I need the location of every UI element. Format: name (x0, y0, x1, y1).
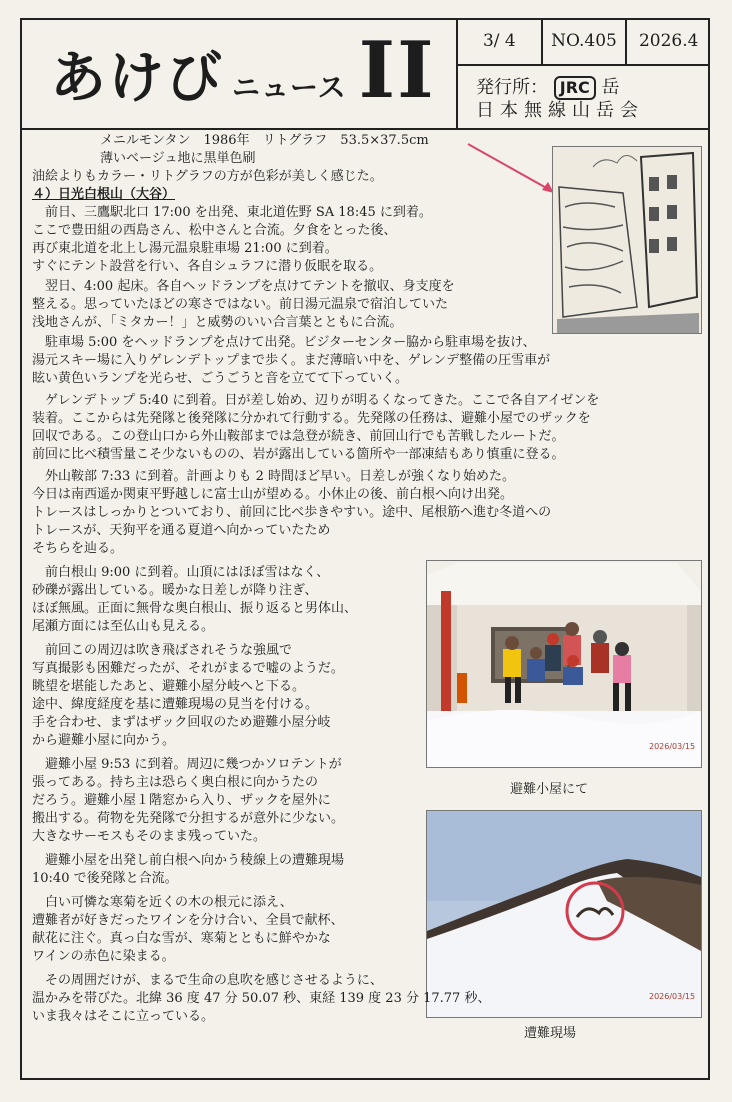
site-photo-date: 2026/03/15 (649, 992, 696, 1001)
publisher-org: 日本無線山岳会 (476, 100, 644, 121)
paragraph-line: 湯元スキー場に入りゲレンデトップまで歩く。まだ薄暗い中を、ゲレンデ整備の圧雪車が (32, 353, 551, 368)
hut-photo-date: 2026/03/15 (649, 742, 696, 751)
paragraph-line: 再び東北道を北上し湯元温泉駐車場 21:00 に到着。 (32, 241, 338, 256)
paragraph-line: 眩い黄色いランプを光らせ、ごうごうと音を立てて下っていく。 (32, 371, 408, 386)
paragraph-line: 白い可憐な寒菊を近くの木の根元に添え、 (32, 895, 293, 910)
paragraph-line: 避難小屋 9:53 に到着。周辺に幾つかソロテントが (32, 757, 342, 772)
paragraph-line: 張ってある。持ち主は恐らく奥白根に向かうたの (32, 775, 319, 790)
paragraph-line: 大きなサーモスもそのまま残っていた。 (32, 829, 267, 844)
paragraph-line: そちらを辿る。 (32, 541, 124, 556)
paragraph-line: 回収である。この登山口から外山鞍部までは急登が続き、前回山行でも苦戦したルートだ。 (32, 429, 565, 444)
paragraph-line: 手を合わせ、まずはザック回収のため避難小屋分岐 (32, 715, 331, 730)
paragraph-line: 温かみを帯びた。北緯 36 度 47 分 50.07 秒、東経 139 度 23 分 17.77 秒、 (32, 991, 491, 1006)
paragraph-line: 今日は南西遥か関東平野越しに富士山が望める。小休止の後、前白根へ向け出発。 (32, 487, 514, 502)
paragraph-line: 尾瀬方面には至仏山も見える。 (32, 619, 215, 634)
paragraph-line: トレースはしっかりとついており、前回に比べ歩きやすい。途中、尾根筋へ進む冬道への (32, 505, 552, 520)
publisher-label: 発行所： (476, 77, 548, 98)
artwork-info: メニルモンタン 1986年 リトグラフ 53.5×37.5cm (100, 133, 429, 148)
paragraph-line: 眺望を堪能したあと、避難小屋分岐へと下る。 (32, 679, 306, 694)
paragraph-line: その周囲だけが、まるで生命の息吹を感じさせるように、 (32, 973, 383, 988)
paragraph-line: 装着。ここからは先発隊と後発隊に分かれて行動する。先発隊の任務は、避難小屋でのザックを (32, 411, 591, 426)
paragraph-line: 翌日、4:00 起床。各自ヘッドランプを点けてテントを撤収、身支度を (32, 279, 455, 294)
issue-date: 2026.4 (625, 18, 710, 64)
paragraph-line: ほぼ無風。正面に無骨な奥白根山、振り返ると男体山、 (32, 601, 358, 616)
jrc-logo: JRC (554, 76, 596, 100)
paragraph-line: 避難小屋を出発し前白根へ向かう稜線上の遭難現場 (32, 853, 345, 868)
paragraph-line: 浅地さんが、「ミタカー！」と威勢のいい合言葉とともに合流。 (32, 315, 403, 330)
section-heading: ４）日光白根山（大谷） (32, 187, 176, 202)
paragraph-line: 前日、三鷹駅北口 17:00 を出発、東北道佐野 SA 18:45 に到着。 (32, 205, 432, 220)
newsletter-title (50, 25, 436, 116)
paragraph-line: すぐにテント設営を行い、各自シュラフに潜り仮眠を取る。 (32, 259, 383, 274)
paragraph-line: ワインの赤色に染まる。 (32, 949, 175, 964)
paragraph-line: 途中、緯度経度を基に遭難現場の見当を付ける。 (32, 697, 319, 712)
paragraph-line: ここで豊田組の西島さん、松中さんと合流。夕食をとった後、 (32, 223, 397, 238)
paragraph-line: 外山鞍部 7:33 に到着。計画よりも 2 時間ほど早い。日差しが強くなり始めた。 (32, 469, 515, 484)
paragraph-line: 献花に注ぐ。真っ白な雪が、寒菊とともに鮮やかな (32, 931, 331, 946)
publisher-mark: 岳 (601, 77, 620, 98)
hut-photo-caption: 避難小屋にて (510, 782, 589, 797)
publisher (458, 66, 710, 123)
paragraph-line: 砂礫が露出している。暖かな日差しが降り注ぎ、 (32, 583, 318, 598)
paragraph-line: ゲレンデトップ 5:40 に到着。日が差し始め、辺りが明るくなってきた。ここで各自アイゼンを (32, 393, 600, 408)
artwork-comment: 油絵よりもカラー・リトグラフの方が色彩が美しく感じた。 (32, 169, 383, 184)
paragraph-line: 整える。思っていたほどの寒さではない。前日湯元温泉で宿泊していた (32, 297, 449, 312)
title-roman: II (358, 25, 436, 116)
artwork-medium: 薄いベージュ地に黒単色刷 (100, 151, 256, 166)
paragraph-line: 10:40 で後発隊と合流。 (32, 871, 178, 886)
title-text: あけび (50, 45, 224, 111)
paragraph-line: 前回この周辺は吹き飛ばされそうな強風で (32, 643, 293, 658)
page-number: 3/ 4 (482, 31, 516, 51)
paragraph-line: 前回に比べ積雪量こそ少ないものの、岩が露出している箇所や一部凍結もあり慎重に登る。 (32, 447, 565, 462)
paragraph-line: 搬出する。荷物を先発隊で分担するが意外に少ない。 (32, 811, 345, 826)
issue-number: NO.405 (541, 18, 626, 64)
paragraph-line: だろう。避難小屋１階窓から入り、ザックを屋外に (32, 793, 331, 808)
paragraph-line: 駐車場 5:00 をヘッドランプを点けて出発。ビジターセンター脇から駐車場を抜け、 (32, 335, 536, 350)
site-photo-caption: 遭難現場 (524, 1026, 577, 1041)
paragraph-line: 写真撮影も困難だったが、それがまるで嘘のようだ。 (32, 661, 344, 676)
paragraph-line: トレースが、天狗平を通る夏道へ向かっていたため (32, 523, 331, 538)
masthead-meta (456, 18, 710, 130)
paragraph-line: から避難小屋に向かう。 (32, 733, 176, 748)
paragraph-line: いま我々はそこに立っている。 (32, 1009, 215, 1024)
paragraph-line: 遭難者が好きだったワインを分け合い、全員で献杯、 (32, 913, 344, 928)
article-body (28, 130, 706, 1080)
paragraph-line: 前白根山 9:00 に到着。山頂にはほぼ雪はなく、 (32, 565, 330, 580)
title-subtitle: ニュース (232, 71, 347, 104)
